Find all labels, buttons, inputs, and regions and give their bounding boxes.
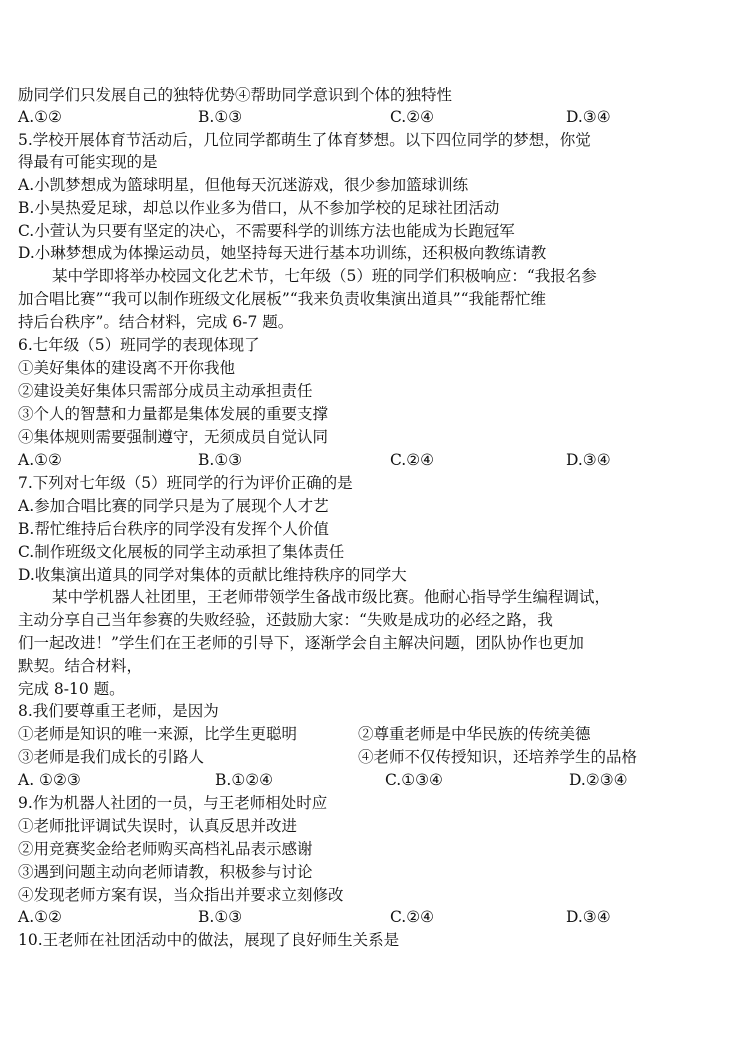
material-2-line-3: 们一起改进！”学生们在王老师的引导下，逐渐学会自主解决问题，团队协作也更加 xyxy=(18,634,584,652)
q6-option-c: C.②④ xyxy=(390,451,435,469)
material-2-line-5: 完成 8-10 题。 xyxy=(18,680,125,698)
q5-stem-line-1: 5.学校开展体育节活动后，几位同学都萌生了体育梦想。以下四位同学的梦想，你觉 xyxy=(18,131,591,149)
q6-option-b: B.①③ xyxy=(198,451,243,469)
material-1-line-3: 持后台秩序”。结合材料，完成 6-7 题。 xyxy=(18,313,294,331)
q6-option-a: A.①② xyxy=(18,451,62,469)
q8-statement-2: ②尊重老师是中华民族的传统美德 xyxy=(358,725,591,743)
q8-option-d: D.②③④ xyxy=(569,771,628,789)
q9-option-c: C.②④ xyxy=(390,908,435,926)
q8-stem: 8.我们要尊重王老师，是因为 xyxy=(18,702,219,720)
material-1-line-2: 加合唱比赛”“我可以制作班级文化展板”“我来负责收集演出道具”“我能帮忙维 xyxy=(18,290,547,308)
q5-option-d: D.小琳梦想成为体操运动员，她坚持每天进行基本功训练，还积极向教练请教 xyxy=(18,244,547,262)
q6-statement-4: ④集体规则需要强制遵守，无须成员自觉认同 xyxy=(18,428,329,446)
q7-stem: 7.下列对七年级（5）班同学的行为评价正确的是 xyxy=(18,474,353,492)
q10-stem: 10.王老师在社团活动中的做法，展现了良好师生关系是 xyxy=(18,931,400,949)
q9-statement-1: ①老师批评调试失误时，认真反思并改进 xyxy=(18,817,298,835)
material-2-line-1: 某中学机器人社团里，王老师带领学生备战市级比赛。他耐心指导学生编程调试， xyxy=(52,588,611,606)
q6-statement-2: ②建设美好集体只需部分成员主动承担责任 xyxy=(18,382,313,400)
q8-option-b: B.①②④ xyxy=(215,771,274,789)
q9-statement-4: ④发现老师方案有误，当众指出并要求立刻修改 xyxy=(18,886,344,904)
q4-option-b: B.①③ xyxy=(198,108,243,126)
q4-option-d: D.③④ xyxy=(566,108,611,126)
q9-option-b: B.①③ xyxy=(198,908,243,926)
q9-option-d: D.③④ xyxy=(566,908,611,926)
q8-option-a: A. ①②③ xyxy=(18,771,81,789)
q8-statement-4: ④老师不仅传授知识，还培养学生的品格 xyxy=(358,748,638,766)
q5-option-c: C.小萱认为只要有坚定的决心，不需要科学的训练方法也能成为长跑冠军 xyxy=(18,222,515,240)
q7-option-b: B.帮忙维持后台秩序的同学没有发挥个人价值 xyxy=(18,520,329,538)
q5-option-b: B.小昊热爱足球，却总以作业多为借口，从不参加学校的足球社团活动 xyxy=(18,199,500,217)
q4-options xyxy=(18,106,737,128)
q8-options xyxy=(18,769,737,791)
q4-option-a: A.①② xyxy=(18,108,62,126)
q5-option-a: A.小凯梦想成为篮球明星，但他每天沉迷游戏，很少参加篮球训练 xyxy=(18,176,469,194)
q8-statements-row-2 xyxy=(18,746,737,768)
q9-statement-3: ③遇到问题主动向老师请教，积极参与讨论 xyxy=(18,863,313,881)
q7-option-a: A.参加合唱比赛的同学只是为了展现个人才艺 xyxy=(18,497,329,515)
material-2-line-4: 默契。结合材料， xyxy=(18,657,143,675)
q5-stem-line-2: 得最有可能实现的是 xyxy=(18,153,158,171)
q7-option-c: C.制作班级文化展板的同学主动承担了集体责任 xyxy=(18,543,345,561)
q9-stem: 9.作为机器人社团的一员，与王老师相处时应 xyxy=(18,794,328,812)
q4-option-c: C.②④ xyxy=(390,108,435,126)
q9-options xyxy=(18,906,737,928)
q6-statement-1: ①美好集体的建设离不开你我他 xyxy=(18,359,236,377)
q9-statement-2: ②用竞赛奖金给老师购买高档礼品表示感谢 xyxy=(18,840,313,858)
q8-statement-1: ①老师是知识的唯一来源，比学生更聪明 xyxy=(18,725,298,743)
material-2-line-2: 主动分享自己当年参赛的失败经验，还鼓励大家：“失败是成功的必经之路，我 xyxy=(18,611,553,629)
q9-option-a: A.①② xyxy=(18,908,62,926)
q8-statements-row-1 xyxy=(18,723,737,745)
q6-statement-3: ③个人的智慧和力量都是集体发展的重要支撑 xyxy=(18,405,329,423)
q8-statement-3: ③老师是我们成长的引路人 xyxy=(18,748,205,766)
intro-tail-line: 励同学们只发展自己的独特优势④帮助同学意识到个体的独特性 xyxy=(18,86,453,104)
q6-stem: 6.七年级（5）班同学的表现体现了 xyxy=(18,336,260,354)
q7-option-d: D.收集演出道具的同学对集体的贡献比维持秩序的同学大 xyxy=(18,566,407,584)
q6-options xyxy=(18,449,737,471)
q6-option-d: D.③④ xyxy=(566,451,611,469)
q8-option-c: C.①③④ xyxy=(385,771,443,789)
material-1-line-1: 某中学即将举办校园文化艺术节，七年级（5）班的同学们积极响应：“我报名参 xyxy=(52,267,597,285)
